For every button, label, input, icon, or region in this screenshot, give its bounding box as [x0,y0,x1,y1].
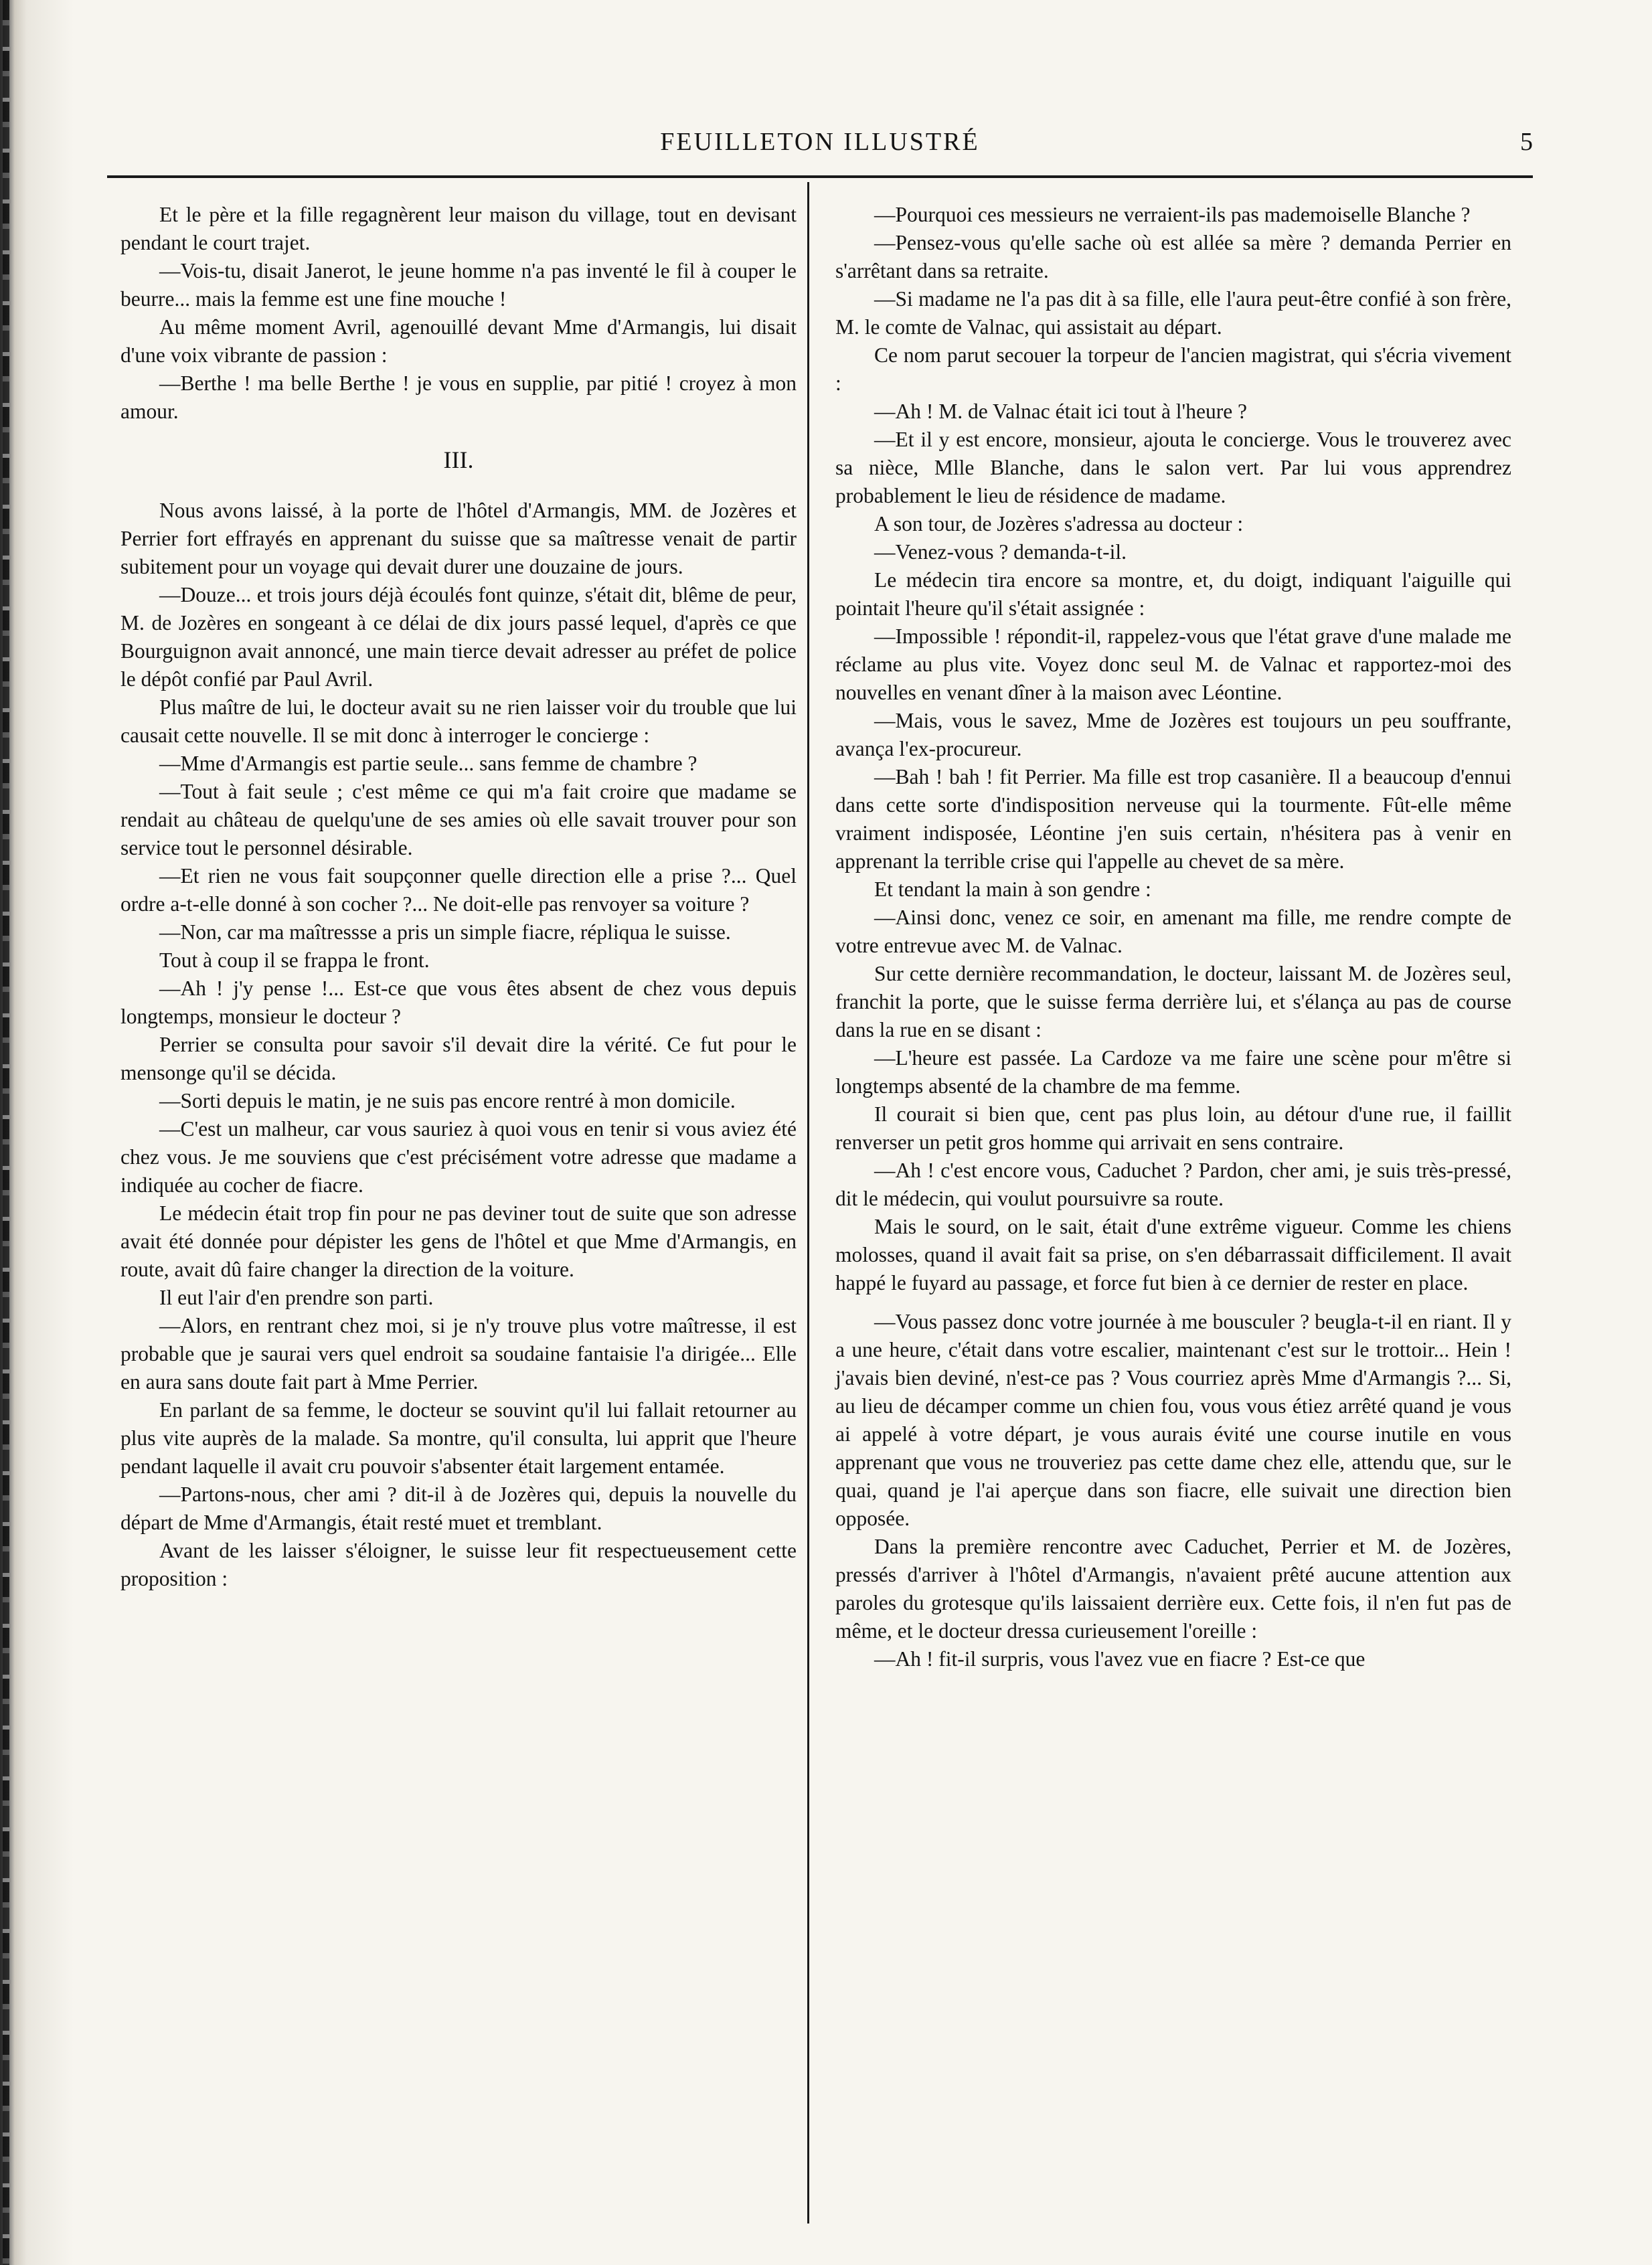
paragraph: —L'heure est passée. La Cardoze va me faire une scène pour m'être si longtemps absenté de la chambre de ma femme. [835,1046,1511,1098]
page-number: 5 [1520,128,1533,156]
paragraph: —Pensez-vous qu'elle sache où est allée sa mère ? demanda Perrier en s'arrêtant dans sa retraite. [835,231,1511,282]
paragraph: Il eut l'air d'en prendre son parti. [159,1286,434,1309]
right-column [835,201,1511,1673]
paragraph: Et le père et la fille regagnèrent leur maison du village, tout en devisant pendant le court trajet. [120,203,797,254]
paragraph: Perrier se consulta pour savoir s'il devait dire la vérité. Ce fut pour le mensonge qu'il se décida. [120,1033,797,1084]
paragraph: En parlant de sa femme, le docteur se souvint qu'il lui fallait retourner au plus vite auprès de la malade. Sa montre, qu'il consulta, lui apprit que l'heure pendant laquelle il avait cru pouvoir s'absenter était largement entamée. [120,1398,797,1478]
paragraph: Ce nom parut secouer la torpeur de l'ancien magistrat, qui s'écria vivement : [835,343,1511,395]
header-rule [107,175,1533,178]
paragraph: —Pourquoi ces messieurs ne verraient-ils pas mademoiselle Blanche ? [874,203,1471,226]
paragraph: Le médecin tira encore sa montre, et, du doigt, indiquant l'aiguille qui pointait l'heure qu'il s'était assignée : [835,568,1511,620]
paragraph: —Non, car ma maîtressse a pris un simple fiacre, répliqua le suisse. [159,920,731,944]
paragraph: —Et il y est encore, monsieur, ajouta le concierge. Vous le trouverez avec sa nièce, Mlle Blanche, dans le salon vert. Par lui vous apprendrez probablement le lieu de résidence de madame. [835,428,1511,507]
paragraph: Nous avons laissé, à la porte de l'hôtel d'Armangis, MM. de Jozères et Perrier fort effrayés en apprenant du suisse que sa maîtresse venait de partir subitement pour un voyage qui devait durer une douzaine de jours. [120,499,797,578]
right-column-text-part-2 [835,1308,1511,1673]
paragraph: —Et rien ne vous fait soupçonner quelle direction elle a prise ?... Quel ordre a-t-elle donné à son cocher ?... Ne doit-elle pas renvoyer sa voiture ? [120,864,797,916]
page-header [107,127,1533,174]
running-title: FEUILLETON ILLUSTRÉ [660,128,980,156]
paragraph: —Si madame ne l'a pas dit à sa fille, elle l'aura peut-être confié à son frère, M. le comte de Valnac, qui assistait au départ. [835,287,1511,339]
paragraph: Mais le sourd, on le sait, était d'une extrême vigueur. Comme les chiens molosses, quand il avait fait sa prise, on s'en débarrassait difficilement. Il avait happé le fuyard au passage, et force fut bien à ce dernier de rester en place. [835,1215,1511,1294]
paragraph: —Douze... et trois jours déjà écoulés font quinze, s'était dit, blême de peur, M. de Jozères en songeant à ce délai de dix jours passé lequel, d'après ce que Bourguignon avait annoncé, une main tierce devait adresser au préfet de police le dépôt confié par Paul Avril. [120,583,797,691]
left-column-opening-text [120,201,797,426]
paragraph: —Mais, vous le savez, Mme de Jozères est toujours un peu souffrante, avança l'ex-procureur. [835,709,1511,760]
paragraph: —Tout à fait seule ; c'est même ce qui m'a fait croire que madame se rendait au château de quelqu'une de ses amies où elle savait trouver pour son service tout le personnel désirable. [120,780,797,859]
paragraph: Tout à coup il se frappa le front. [159,948,430,972]
paragraph: —Vous passez donc votre journée à me bousculer ? beugla-t-il en riant. Il y a une heure, c'était dans votre escalier, maintenant c'est sur le trottoir... Hein ! j'avais bien deviné, n'est-ce pas ? Vous courriez après Mme d'Armangis ?... Si, au lieu de décamper comme un chien fou, vous vous étiez arrêté quand je vous ai appelé à votre départ, je vous aurais évité une course inutile en vous apprenant que vous ne trouveriez pas cette dame chez elle, attendu que, sur le quai, quand je l'ai aperçue dans son fiacre, elle suivait une direction bien opposée. [835,1310,1511,1530]
paragraph: —Ainsi donc, venez ce soir, en amenant ma fille, me rendre compte de votre entrevue avec M. de Valnac. [835,906,1511,957]
left-column [120,201,797,1593]
paragraph: Dans la première rencontre avec Caduchet, Perrier et M. de Jozères, pressés d'arriver à l'hôtel d'Armangis, n'avaient prêté aucune attention aux paroles du grotesque qu'ils laissaient derrière eux. Cette fois, il n'en fut pas de même, et le docteur dressa curieusement l'oreille : [835,1535,1511,1643]
paragraph: —Ah ! M. de Valnac était ici tout à l'heure ? [874,400,1248,423]
paragraph: —Ah ! c'est encore vous, Caduchet ? Pardon, cher ami, je suis très-pressé, dit le médecin, qui voulut poursuivre sa route. [835,1159,1511,1210]
paragraph: —Vois-tu, disait Janerot, le jeune homme n'a pas inventé le fil à couper le beurre... mais la femme est une fine mouche ! [120,259,797,311]
paragraph: —Ah ! fit-il surpris, vous l'avez vue en fiacre ? Est-ce que [874,1647,1366,1671]
column-divider [807,182,809,2224]
binding-edge [0,0,74,2265]
right-column-text-part-1 [835,201,1511,1297]
paragraph: Avant de les laisser s'éloigner, le suisse leur fit respectueusement cette proposition : [120,1539,797,1590]
paragraph: A son tour, de Jozères s'adressa au docteur : [874,512,1244,535]
binding-shadow [3,0,9,2265]
section-heading: III. [443,446,474,473]
paragraph: —C'est un malheur, car vous sauriez à quoi vous en tenir si vous aviez été chez vous. Je me souviens que c'est précisément votre adresse que madame a indiquée au cocher de fiacre. [120,1117,797,1197]
paragraph: —Partons-nous, cher ami ? dit-il à de Jozères qui, depuis la nouvelle du départ de Mme d'Armangis, était resté muet et tremblant. [120,1483,797,1534]
left-column-section-text [120,497,797,1593]
paragraph: —Alors, en rentrant chez moi, si je n'y trouve plus votre maîtresse, il est probable que je saurai vers quel endroit sa soudaine fantaisie l'a dirigée... Elle en aura sans doute fait part à Mme Perrier. [120,1314,797,1394]
paragraph: —Venez-vous ? demanda-t-il. [874,540,1127,564]
paragraph: Au même moment Avril, agenouillé devant Mme d'Armangis, lui disait d'une voix vibrante de passion : [120,315,797,367]
paragraph: —Ah ! j'y pense !... Est-ce que vous êtes absent de chez vous depuis longtemps, monsieur le docteur ? [120,977,797,1028]
paragraph: Plus maître de lui, le docteur avait su ne rien laisser voir du trouble que lui causait cette nouvelle. Il se mit donc à interroger le concierge : [120,695,797,747]
paragraph: —Bah ! bah ! fit Perrier. Ma fille est trop casanière. Il a beaucoup d'ennui dans cette sorte d'indisposition nerveuse qui la tourmente. Fût-elle même vraiment indisposée, Léontine j'en suis certain, n'hésitera pas à venir en apprenant la terrible crise qui l'appelle au chevet de sa mère. [835,765,1511,873]
paragraph: Le médecin était trop fin pour ne pas deviner tout de suite que son adresse avait été donnée pour dépister les gens de l'hôtel et que Mme d'Armangis, en route, avait dû faire changer la direction de la voiture. [120,1201,797,1281]
paragraph: Et tendant la main à son gendre : [874,877,1151,901]
paragraph: —Berthe ! ma belle Berthe ! je vous en supplie, par pitié ! croyez à mon amour. [120,371,797,423]
paragraph: Il courait si bien que, cent pas plus loin, au détour d'une rue, il faillit renverser un petit gros homme qui arrivait en sens contraire. [835,1102,1511,1154]
paragraph: —Impossible ! répondit-il, rappelez-vous que l'état grave d'une malade me réclame au plus vite. Voyez donc seul M. de Valnac et rapportez-moi des nouvelles en venant dîner à la maison avec Léontine. [835,624,1511,704]
paragraph: —Mme d'Armangis est partie seule... sans femme de chambre ? [159,752,697,775]
paragraph: Sur cette dernière recommandation, le docteur, laissant M. de Jozères seul, franchit la porte, que le suisse ferma derrière lui, et s'élança au pas de course dans la rue en se disant : [835,962,1511,1041]
paragraph: —Sorti depuis le matin, je ne suis pas encore rentré à mon domicile. [159,1089,736,1112]
